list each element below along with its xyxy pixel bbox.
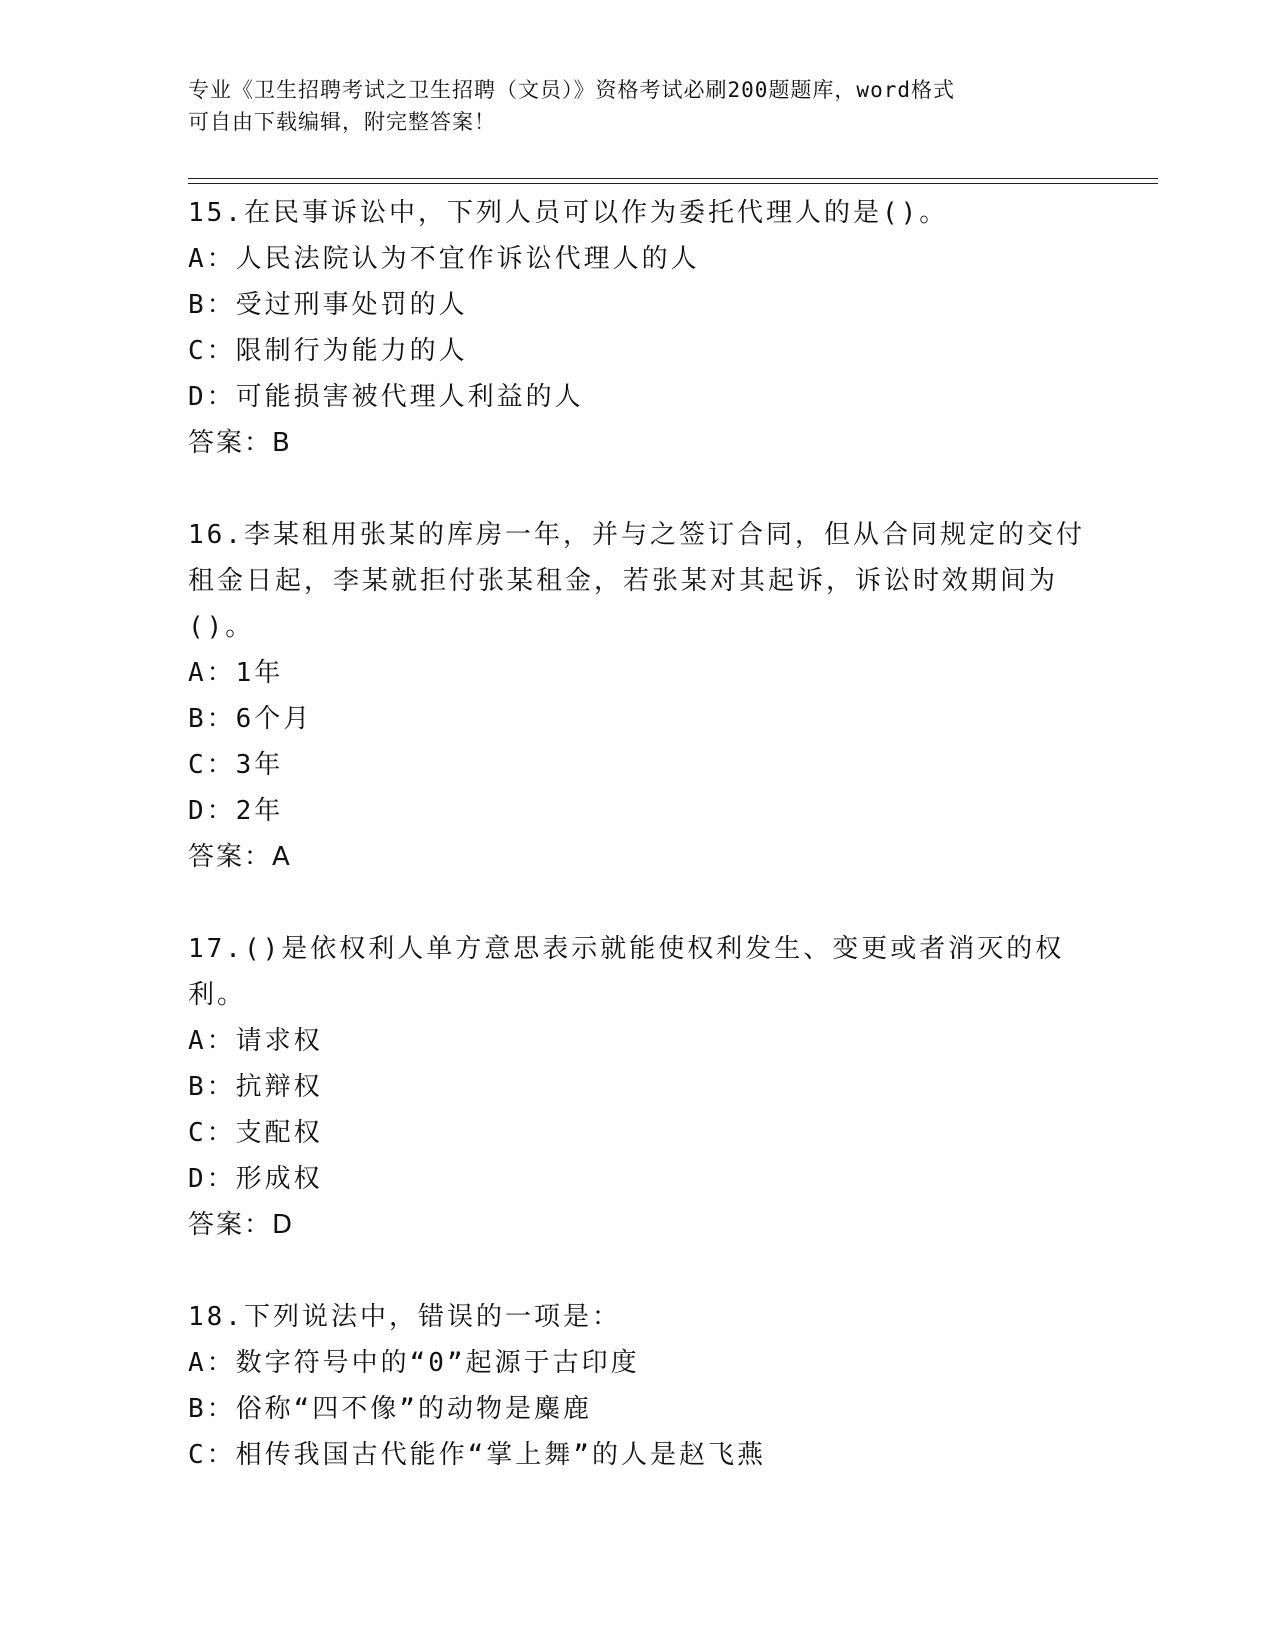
question-stem: 17.()是依权利人单方意思表示就能使权利发生、变更或者消灭的权利。 [188, 934, 1065, 1010]
option-d: D：形成权 [188, 1164, 323, 1194]
question-18 [188, 1294, 1088, 1478]
option-c: C：3年 [188, 750, 284, 780]
question-stem: 18.下列说法中，错误的一项是： [188, 1302, 621, 1332]
option-b: B：抗辩权 [188, 1072, 323, 1102]
header-line-2: 可自由下载编辑，附完整答案！ [188, 110, 496, 134]
answer-line: 答案：A [188, 842, 292, 872]
option-b: B：俗称“四不像”的动物是麋鹿 [188, 1394, 592, 1424]
header-line-1: 专业《卫生招聘考试之卫生招聘（文员）》资格考试必刷200题题库，word格式 [188, 78, 955, 102]
option-d: D：2年 [188, 796, 284, 826]
option-c: C：限制行为能力的人 [188, 336, 468, 366]
question-list [188, 190, 1088, 1478]
answer-line: 答案：B [188, 428, 292, 458]
option-a: A：1年 [188, 658, 284, 688]
option-b: B：受过刑事处罚的人 [188, 290, 468, 320]
option-d: D：可能损害被代理人利益的人 [188, 382, 584, 412]
option-c: C：相传我国古代能作“掌上舞”的人是赵飞燕 [188, 1440, 766, 1470]
question-16 [188, 512, 1088, 880]
answer-line: 答案：D [188, 1210, 295, 1240]
question-17 [188, 926, 1088, 1248]
question-stem: 15.在民事诉讼中，下列人员可以作为委托代理人的是()。 [188, 198, 949, 228]
document-header [188, 74, 1088, 138]
question-stem: 16.李某租用张某的库房一年，并与之签订合同，但从合同规定的交付租金日起，李某就拒付张某租金，若张某对其起诉，诉讼时效期间为()。 [188, 520, 1085, 642]
header-divider-bottom [188, 183, 1158, 184]
header-divider-top [188, 178, 1158, 179]
option-b: B：6个月 [188, 704, 313, 734]
question-15 [188, 190, 1088, 466]
option-a: A：请求权 [188, 1026, 323, 1056]
option-a: A：人民法院认为不宜作诉讼代理人的人 [188, 244, 700, 274]
option-a: A：数字符号中的“0”起源于古印度 [188, 1348, 640, 1378]
option-c: C：支配权 [188, 1118, 323, 1148]
